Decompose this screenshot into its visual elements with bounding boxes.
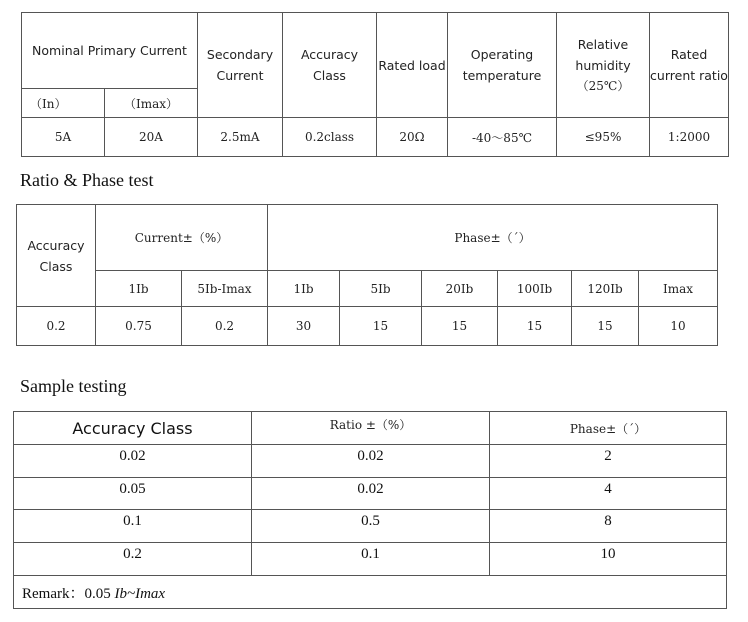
ratio-phase-heading: Ratio & Phase test xyxy=(20,170,154,190)
value-phase-imax: 10 xyxy=(639,307,718,346)
value-relative-humidity: ≤95% xyxy=(557,118,650,157)
cell-ratio: 0.02 xyxy=(252,478,490,510)
remark-range: Ib~Imax xyxy=(114,585,166,602)
cell-accuracy-class: 0.1 xyxy=(14,510,252,543)
table-row xyxy=(17,307,718,346)
header-current-group: Current±（%） xyxy=(96,205,268,271)
value-phase-5ib: 15 xyxy=(340,307,422,346)
remark-value: 0.05 xyxy=(84,585,111,602)
value-in: 5A xyxy=(22,118,105,157)
header-accuracy-class: Accuracy Class xyxy=(283,13,377,118)
value-phase-20ib: 15 xyxy=(422,307,498,346)
table-row xyxy=(14,445,727,478)
value-current-1ib: 0.75 xyxy=(96,307,182,346)
value-accuracy-class: 0.2 xyxy=(17,307,96,346)
header-secondary-current: Secondary Current xyxy=(198,13,283,118)
cell-accuracy-class: 0.02 xyxy=(14,445,252,478)
header-relative-humidity xyxy=(557,13,650,118)
header-ratio: Ratio ±（%） xyxy=(252,412,490,445)
sample-testing-table xyxy=(13,411,727,609)
cell-phase: 10 xyxy=(490,543,727,576)
header-current-5ib-imax: 5Ib-Imax xyxy=(182,271,268,307)
remark-cell xyxy=(14,576,727,609)
header-phase: Phase±（´） xyxy=(490,412,727,445)
header-phase-imax: Imax xyxy=(639,271,718,307)
header-operating-temperature: Operating temperature xyxy=(448,13,557,118)
header-imax: （Imax） xyxy=(105,89,198,118)
header-phase-5ib: 5Ib xyxy=(340,271,422,307)
value-rated-current-ratio: 1:2000 xyxy=(650,118,729,157)
header-phase-group: Phase±（´） xyxy=(268,205,718,271)
table-row xyxy=(14,510,727,543)
spec-table xyxy=(21,12,729,157)
header-accuracy-class: Accuracy Class xyxy=(14,412,252,445)
value-current-5ib-imax: 0.2 xyxy=(182,307,268,346)
value-accuracy-class: 0.2class xyxy=(283,118,377,157)
cell-phase: 4 xyxy=(490,478,727,510)
header-accuracy-class: Accuracy Class xyxy=(17,205,96,307)
sample-testing-heading: Sample testing xyxy=(20,376,127,396)
value-phase-120ib: 15 xyxy=(572,307,639,346)
value-secondary-current: 2.5mA xyxy=(198,118,283,157)
cell-accuracy-class: 0.05 xyxy=(14,478,252,510)
cell-ratio: 0.02 xyxy=(252,445,490,478)
ratio-phase-table xyxy=(16,204,718,346)
cell-ratio: 0.5 xyxy=(252,510,490,543)
header-phase-100ib: 100Ib xyxy=(498,271,572,307)
relative-humidity-label: Relative humidity xyxy=(575,36,631,73)
header-in: （In） xyxy=(22,89,105,118)
table-row xyxy=(14,543,727,576)
remark-label: Remark： xyxy=(22,585,85,602)
cell-accuracy-class: 0.2 xyxy=(14,543,252,576)
value-imax: 20A xyxy=(105,118,198,157)
relative-humidity-condition: （25℃） xyxy=(576,78,630,93)
cell-phase: 8 xyxy=(490,510,727,543)
header-phase-20ib: 20Ib xyxy=(422,271,498,307)
header-current-1ib: 1Ib xyxy=(96,271,182,307)
value-phase-1ib: 30 xyxy=(268,307,340,346)
value-phase-100ib: 15 xyxy=(498,307,572,346)
value-rated-load: 20Ω xyxy=(377,118,448,157)
value-operating-temperature: -40～85℃ xyxy=(448,118,557,157)
cell-ratio: 0.1 xyxy=(252,543,490,576)
cell-phase: 2 xyxy=(490,445,727,478)
header-rated-load: Rated load xyxy=(377,13,448,118)
header-phase-120ib: 120Ib xyxy=(572,271,639,307)
header-rated-current-ratio: Rated current ratio xyxy=(650,13,729,118)
header-nominal-primary-current: Nominal Primary Current xyxy=(22,13,198,89)
header-phase-1ib: 1Ib xyxy=(268,271,340,307)
table-row xyxy=(14,478,727,510)
